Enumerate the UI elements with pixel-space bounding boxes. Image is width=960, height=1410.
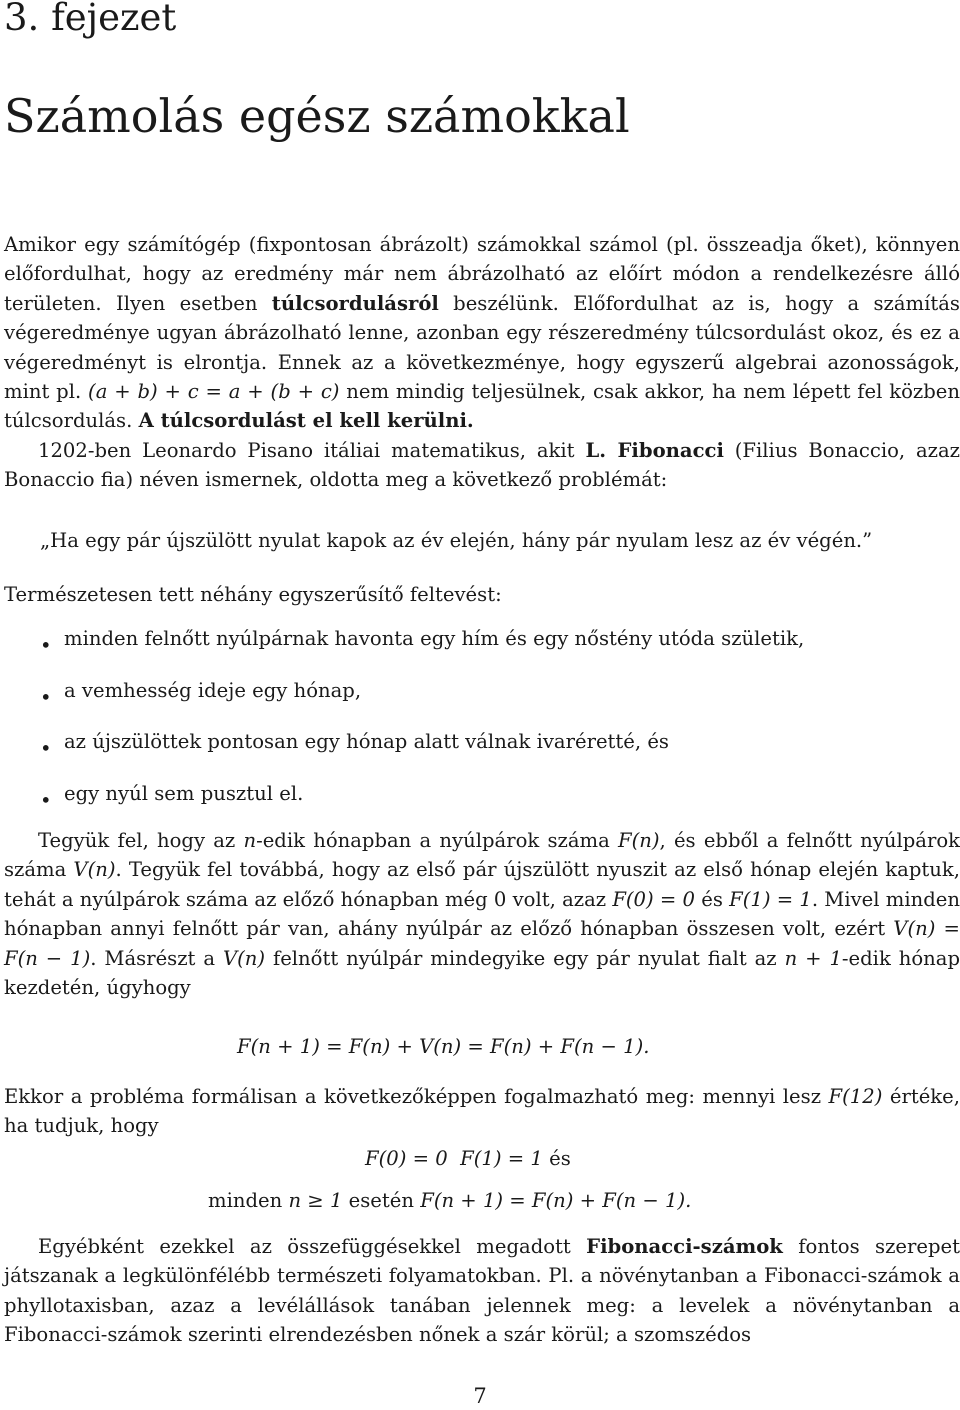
text-run: minden <box>208 1189 289 1212</box>
text-run: fontos szerepet játszanak a legkülönfélébb természeti folyamatokban. Pl. a növénytanban a Fibonacci-számok a phyllotaxisban, azaz a levélállások tanában jelennek meg: a levelek a növénytanban a Fibonacci-számok szerinti elrendezésben nőnek a szár körül; a szomszédos <box>4 1235 960 1347</box>
intro-paragraph <box>4 230 960 495</box>
math-f1: F(1) = 1 <box>460 1147 543 1170</box>
text-run: -edik hónapban a nyúlpárok száma <box>256 829 618 852</box>
term-fibonacci-numbers: Fibonacci-számok <box>586 1235 783 1258</box>
assumption-list <box>40 624 804 830</box>
math-associativity: (a + b) + c = a + (b + c) <box>88 380 340 404</box>
assumptions-intro: Természetesen tett néhány egyszerűsítő feltevést: <box>4 583 502 606</box>
initial-conditions <box>365 1144 571 1174</box>
bullet-icon: • <box>40 737 52 760</box>
text-run: , és ebből a felnőtt nyúlpárok száma <box>4 829 960 882</box>
text-run: Egyébként ezekkel az összefüggésekkel megadott <box>38 1235 587 1258</box>
math-vn: V(n) <box>73 858 116 882</box>
math-f0: F(0) = 0 <box>365 1147 448 1170</box>
name-fibonacci: L. Fibonacci <box>585 438 724 462</box>
text-run: Amikor egy számítógép (fixpontosan ábrázolt) számokkal számol (pl. összeadja őket), könnyen előfordulhat, hogy az eredmény már nem ábrázolható az előírt módon a rendelkezésre álló területen. Ilyen esetben <box>4 233 960 315</box>
math-vn: V(n) <box>222 946 266 970</box>
text-run: . Mivel minden hónapban annyi felnőtt pár van, ahány nyúlpár az előző hónapban összesen volt, ezért <box>4 887 960 941</box>
page-number: 7 <box>473 1384 487 1408</box>
text-run: 1202-ben Leonardo Pisano itáliai matematikus, akit <box>38 438 586 462</box>
bullet-icon: • <box>40 685 52 709</box>
formal-problem-paragraph <box>4 1082 960 1141</box>
text-run: és <box>695 887 730 911</box>
text-run: (Filius Bonaccio, azaz Bonaccio fia) néven ismernek, oldotta meg a következő problémát: <box>4 438 960 492</box>
text-run: Ekkor a probléma formálisan a következőképpen fogalmazható meg: mennyi lesz <box>4 1085 829 1108</box>
text-run: értéke, ha tudjuk, hogy <box>4 1085 960 1138</box>
math-f12: F(12) <box>828 1085 883 1108</box>
fibonacci-derivation-paragraph <box>4 826 960 1002</box>
list-item-text: minden felnőtt nyúlpárnak havonta egy hím és egy nőstény utóda születik, <box>64 627 805 650</box>
text-run: esetén <box>342 1189 421 1212</box>
text-run: felnőtt nyúlpár mindegyike egy pár nyulat fialt az <box>265 946 785 970</box>
text-run: . Másrészt a <box>90 946 223 970</box>
list-item-text: a vemhesség ideje egy hónap, <box>64 678 362 702</box>
list-item-text: az újszülöttek pontosan egy hónap alatt válnak ivaréretté, és <box>64 730 669 753</box>
math-fn: F(n) <box>618 829 660 852</box>
math-n-plus-1: n + 1 <box>784 946 842 970</box>
text-run: nem mindig teljesülnek, csak akkor, ha nem lépett fel közben túlcsordulás. <box>4 380 960 433</box>
math-recurrence: F(n + 1) = F(n) + F(n − 1). <box>420 1189 692 1212</box>
text-run: -edik hónap kezdetén, úgyhogy <box>4 946 960 1000</box>
term-overflow: túlcsordulásról <box>271 291 439 315</box>
text-run: . Tegyük fel továbbá, hogy az első pár újszülött nyuszit az első hónap elején kaptuk, tehát a nyúlpárok száma az előző hónapban még 0 volt, azaz <box>4 858 960 911</box>
math-n: n <box>243 829 257 852</box>
math-vn-eq: V(n) = F(n − 1) <box>4 917 960 970</box>
math-f0: F(0) = 0 <box>612 887 696 911</box>
list-item <box>40 676 804 728</box>
list-item-text: egy nyúl sem pusztul el. <box>64 781 304 805</box>
text-run: és <box>542 1147 571 1170</box>
fibonacci-nature-paragraph <box>4 1232 960 1350</box>
chapter-label: 3. fejezet <box>4 0 177 39</box>
problem-quote: „Ha egy pár újszülött nyulat kapok az év elején, hány pár nyulam lesz az év végén.” <box>40 529 873 552</box>
list-item <box>40 727 804 779</box>
list-item <box>40 779 804 831</box>
math-f1: F(1) = 1 <box>729 887 812 911</box>
bullet-icon: • <box>40 788 52 812</box>
list-item <box>40 624 804 676</box>
chapter-title: Számolás egész számokkal <box>4 89 630 143</box>
recurrence-equation: F(n + 1) = F(n) + V(n) = F(n) + F(n − 1). <box>237 1035 650 1058</box>
recurrence-condition <box>208 1186 691 1216</box>
math-n-geq-1: n ≥ 1 <box>288 1189 343 1212</box>
text-run: Tegyük fel, hogy az <box>38 829 244 852</box>
text-run: beszélünk. Előfordulhat az is, hogy a számítás végeredménye ugyan ábrázolható lenne, azonban egy részeredmény túlcsordulást okoz, és ez a végeredményt is elrontja. Ennek az a következménye, hogy egyszerű algebrai azonosságok, mint pl. <box>4 291 960 404</box>
emphasis-avoid-overflow: A túlcsordulást el kell kerülni. <box>138 409 474 433</box>
bullet-icon: • <box>40 634 52 657</box>
